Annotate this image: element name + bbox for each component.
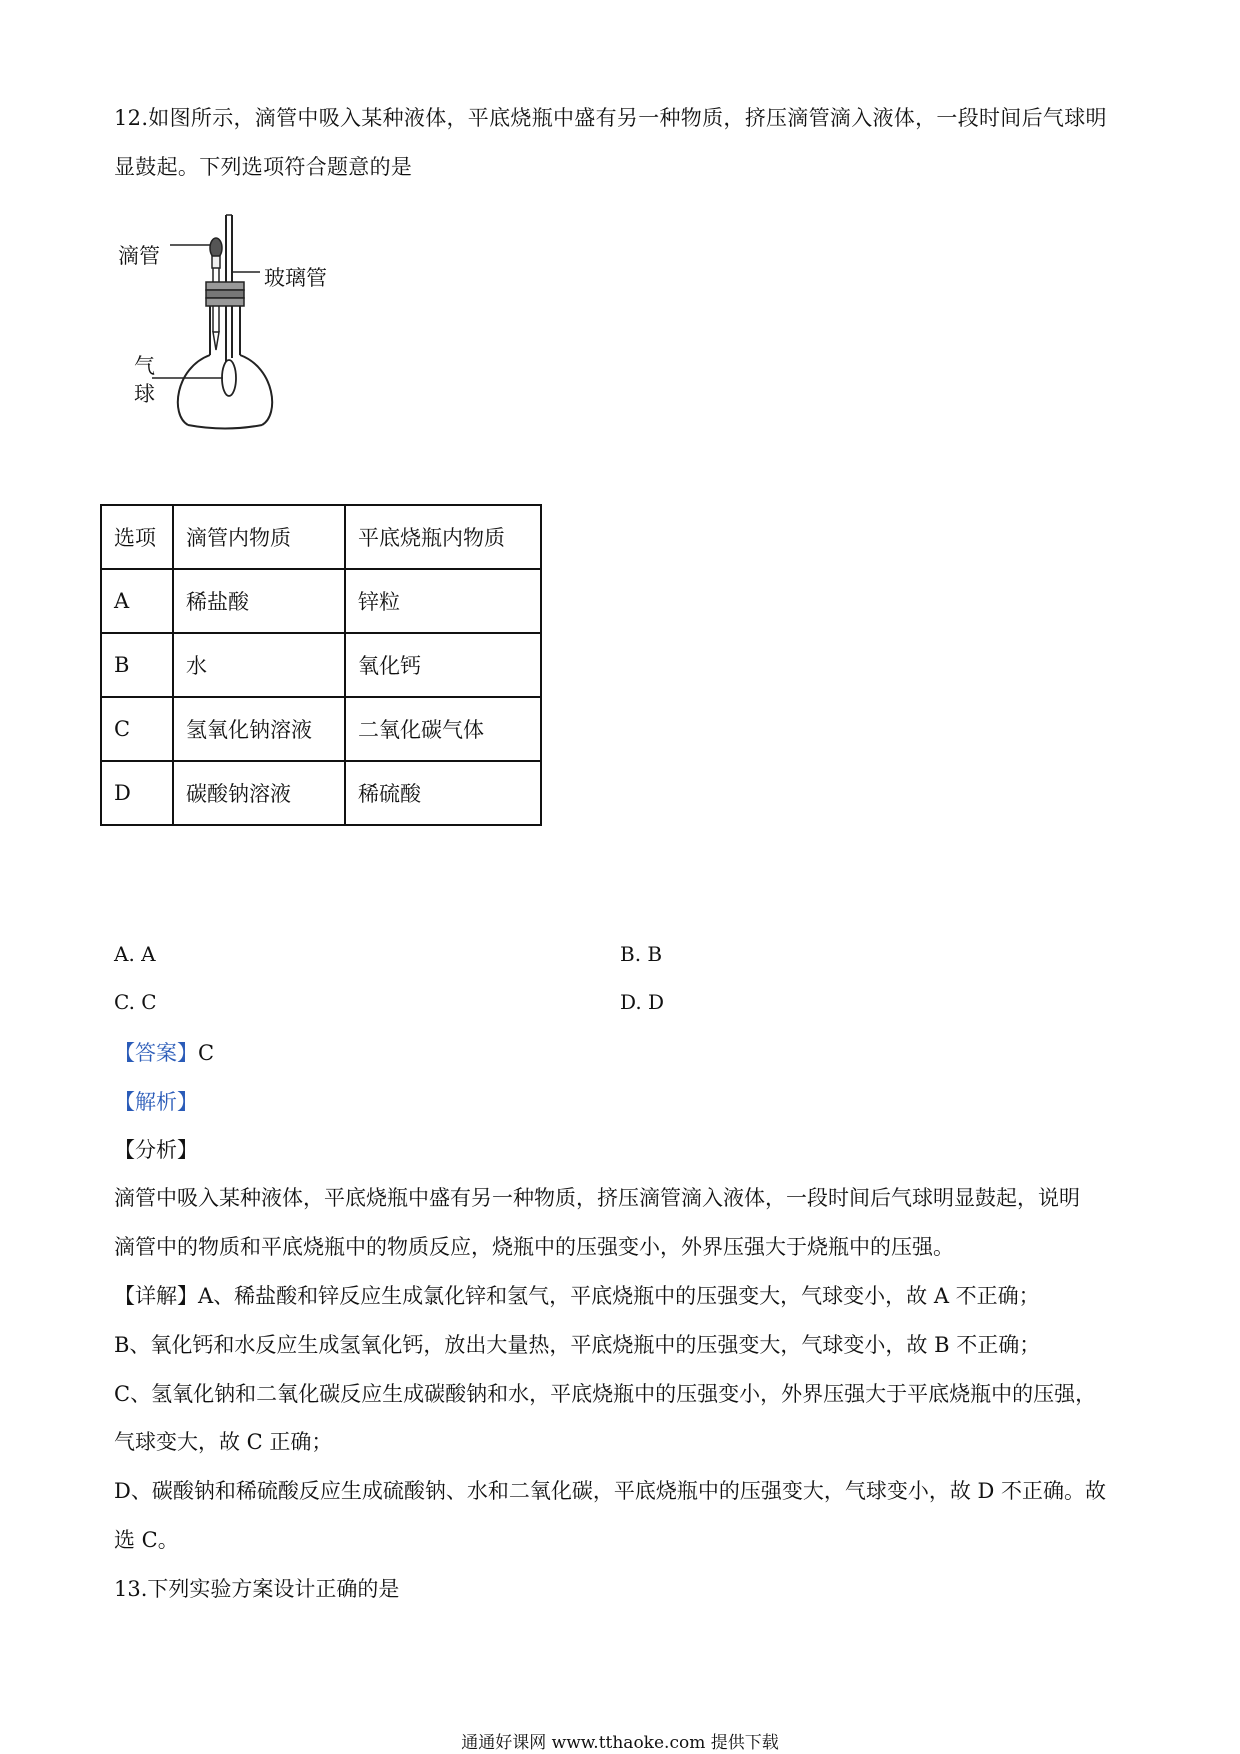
table-cell: 二氧化碳气体 [345, 697, 541, 761]
answer-line [114, 1039, 214, 1067]
detail-line-1: 【详解】A、稀盐酸和锌反应生成氯化锌和氢气，平底烧瓶中的压强变大，气球变小，故 A 不正确； [114, 1284, 1040, 1308]
table-cell: B [101, 633, 173, 697]
detail-line-5: D、碳酸钠和稀硫酸反应生成硫酸钠、水和二氧化碳，平底烧瓶中的压强变大，气球变小，故 D 不正确。故 [114, 1479, 1107, 1503]
header-cell: 滴管内物质 [173, 505, 345, 569]
table-row [101, 697, 541, 761]
table-cell: 氧化钙 [345, 633, 541, 697]
label-glass-tube: 玻璃管 [264, 266, 327, 290]
header-cell: 选项 [101, 505, 173, 569]
table-cell: D [101, 761, 173, 825]
table-row [101, 633, 541, 697]
choice-a[interactable]: A. A [114, 942, 156, 966]
table-cell: C [101, 697, 173, 761]
table-cell: 氢氧化钠溶液 [173, 697, 345, 761]
page-footer: 通通好课网 www.tthaoke.com 提供下载 [461, 1733, 779, 1753]
table-row [101, 569, 541, 633]
table-cell: 稀盐酸 [173, 569, 345, 633]
question-13: 13.下列实验方案设计正确的是 [114, 1577, 400, 1601]
detail-line-6: 选 C。 [114, 1528, 179, 1552]
detail-line-2: B、氧化钙和水反应生成氢氧化钙，放出大量热，平底烧瓶中的压强变大，气球变小，故 B 不正确； [114, 1333, 1041, 1357]
detail-line-3: C、氢氧化钠和二氧化碳反应生成碳酸钠和水，平底烧瓶中的压强变小，外界压强大于平底烧瓶中的压强， [114, 1382, 1097, 1406]
fenxi-tag: 【分析】 [114, 1138, 198, 1162]
table-header-row [101, 505, 541, 569]
table-cell: 碳酸钠溶液 [173, 761, 345, 825]
table-row [101, 761, 541, 825]
fenxi-line-1: 滴管中吸入某种液体，平底烧瓶中盛有另一种物质，挤压滴管滴入液体，一段时间后气球明显鼓起，说明 [114, 1186, 1080, 1210]
answer-value: C [198, 1041, 215, 1065]
label-balloon-1: 气 [134, 354, 155, 378]
fenxi-line-2: 滴管中的物质和平底烧瓶中的物质反应，烧瓶中的压强变小，外界压强大于烧瓶中的压强。 [114, 1235, 954, 1259]
detail-line-4: 气球变大，故 C 正确； [114, 1430, 333, 1454]
choice-b[interactable]: B. B [620, 942, 663, 966]
label-balloon-2: 球 [134, 382, 155, 406]
table-cell: A [101, 569, 173, 633]
table-cell: 稀硫酸 [345, 761, 541, 825]
choice-c[interactable]: C. C [114, 990, 157, 1014]
question-12-line-1: 12.如图所示，滴管中吸入某种液体，平底烧瓶中盛有另一种物质，挤压滴管滴入液体，一段时间后气球明 [114, 106, 1107, 130]
label-dropper: 滴管 [118, 244, 160, 268]
options-table [100, 504, 542, 826]
question-12-line-2: 显鼓起。下列选项符合题意的是 [114, 155, 413, 179]
analysis-tag: 【解析】 [114, 1090, 198, 1114]
answer-tag: 【答案】 [114, 1041, 198, 1065]
choice-d[interactable]: D. D [620, 990, 665, 1014]
header-cell: 平底烧瓶内物质 [345, 505, 541, 569]
table-cell: 水 [173, 633, 345, 697]
table-cell: 锌粒 [345, 569, 541, 633]
